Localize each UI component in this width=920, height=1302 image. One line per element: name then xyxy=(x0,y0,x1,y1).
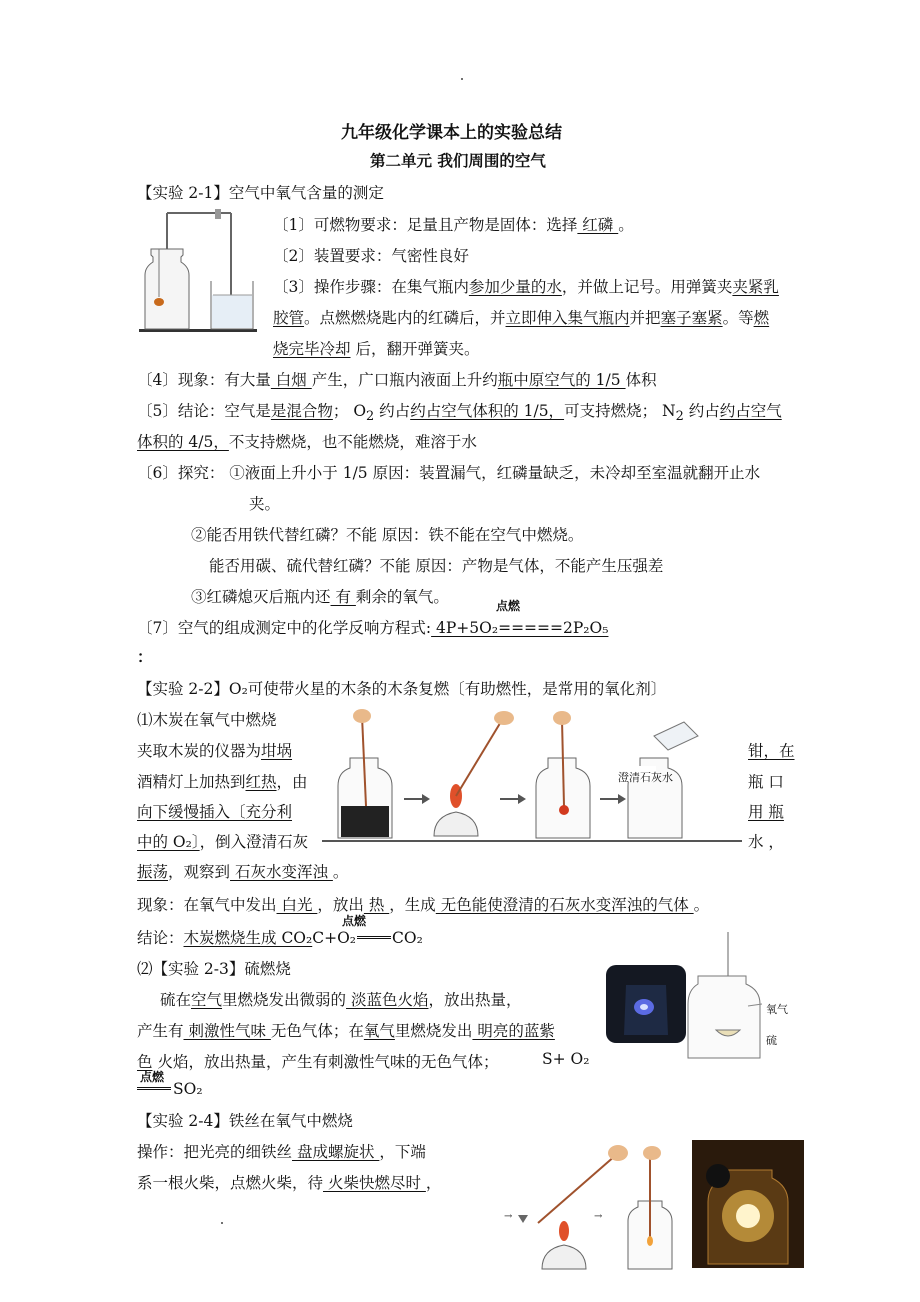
svg-text:→: → xyxy=(504,1211,513,1222)
exp23-text2: 产生有 刺激性气味 无色气体；在氧气里燃烧发出 明亮的蓝紫 xyxy=(137,1022,555,1040)
exp21-equation: 〔7〕空气的组成测定中的化学反响方程式: 4P+5O₂=====2P₂O₅ xyxy=(137,619,609,637)
svg-text:→: → xyxy=(594,1211,603,1222)
exp23-text3: 色 火焰，放出热量，产生有刺激性气味的无色气体； xyxy=(137,1053,499,1071)
unit-title: 第二单元 我们周围的空气 xyxy=(370,152,546,170)
exp21-heading: 【实验 2-1】空气中氧气含量的测定 xyxy=(137,184,384,202)
exp21-phenomenon: 〔4〕现象：有大量 白烟 产生，广口瓶内液面上升约瓶中原空气的 1/5 体积 xyxy=(137,371,657,389)
exp21-explore-3: ③红磷熄灭后瓶内还 有 剩余的氧气。 xyxy=(191,588,449,606)
exp21-item1: 〔1〕可燃物要求：足量且产物是固体：选择 红磷 。 xyxy=(273,216,634,234)
exp22-right1: 钳，在 xyxy=(748,742,795,760)
exp21-item3-line2: 胶管。点燃燃烧匙内的红磷后，并立即伸入集气瓶内并把塞子塞紧。等燃 xyxy=(273,309,770,327)
exp23-heading: ⑵【实验 2-3】硫燃烧 xyxy=(137,960,291,978)
exp22-text3: 向下缓慢插入〔充分利 xyxy=(137,803,293,821)
exp21-explore-2b: 能否用碳、硫代替红磷？不能 原因：产物是气体，不能产生压强差 xyxy=(209,557,664,575)
exp21-conclusion-line2: 体积的 4/5，不支持燃烧，也不能燃烧，难溶于水 xyxy=(137,433,477,451)
exp22-sub1: ⑴木炭在氧气中燃烧 xyxy=(137,711,277,729)
limewater-label: 澄清石灰水 xyxy=(618,771,673,784)
exp22-right2: 瓶 口 xyxy=(748,773,784,791)
exp23-equation-right: SO₂ xyxy=(137,1080,203,1098)
exp22-right4: 水 ， xyxy=(748,833,784,851)
exp21-explore-1-cont: 夹。 xyxy=(249,495,281,513)
exp21-explore-1: 〔6〕探究： ①液面上升小于 1/5 原因：装置漏气，红磷量缺乏，未冷却至室温就翻开止水 xyxy=(137,464,761,482)
page-title: 九年级化学课本上的实验总结 xyxy=(341,123,562,143)
exp24-heading: 【实验 2-4】铁丝在氧气中燃烧 xyxy=(137,1112,353,1130)
exp21-item2: 〔2〕装置要求：气密性良好 xyxy=(273,247,469,265)
equation-condition-ignite: 点燃 xyxy=(496,599,521,613)
exp21-explore-2: ②能否用铁代替红磷？不能 原因：铁不能在空气中燃烧。 xyxy=(191,526,584,544)
exp22-text1: 夹取木炭的仪器为坩埚 xyxy=(137,742,293,760)
exp21-colon: ： xyxy=(137,647,153,666)
exp24-burning-photo xyxy=(692,1140,804,1268)
exp23-text1: 硫在空气里燃烧发出微弱的 淡蓝色火焰，放出热量， xyxy=(160,991,522,1009)
exp21-item3-line3: 烧完毕冷却 后，翻开弹簧夹。 xyxy=(273,340,480,358)
exp24-text1: 操作：把光亮的细铁丝 盘成螺旋状 ，下端 xyxy=(137,1143,426,1161)
exp22-charcoal-figure xyxy=(322,706,742,846)
exp22-text4: 中的 O₂〕，倒入澄清石灰 xyxy=(137,833,309,851)
exp21-item3-line1: 〔3〕操作步骤：在集气瓶内参加少量的水，并做上记号。用弹簧夹夹紧乳 xyxy=(273,278,779,296)
exp22-conclusion: 结论：木炭燃烧生成 CO₂C+O₂ CO₂ xyxy=(137,929,423,947)
exp23-equation-left: S+ O₂ xyxy=(542,1050,590,1068)
exp22-text2: 酒精灯上加热到红热，由 xyxy=(137,773,308,791)
exp22-phenomenon: 现象：在氧气中发出 白光 ，放出 热 ，生成 无色能使澄清的石灰水变浑浊的气体 。 xyxy=(137,896,710,914)
equation-condition-ignite: 点燃 xyxy=(342,914,367,928)
equation-condition-ignite: 点燃 xyxy=(140,1070,165,1084)
exp23-sulfur-photo xyxy=(606,965,686,1043)
exp24-text2: 系一根火柴，点燃火柴，待 火柴快燃尽时 ， xyxy=(137,1174,442,1192)
exp21-conclusion-line1: 〔5〕结论：空气是是混合物； $O_2$ 约占约占空气体积的 1/5，可支持燃烧； $N_2$ 约占约占空气 xyxy=(137,402,782,425)
exp22-heading: 【实验 2-2】O₂可使带火星的木条的木条复燃〔有助燃性，是常用的氧化剂〕 xyxy=(137,680,667,698)
exp22-right3: 用 瓶 xyxy=(748,803,784,821)
exp24-iron-wire-figure xyxy=(482,1137,680,1275)
exp22-text5: 振荡，观察到 石灰水变浑浊 。 xyxy=(137,863,349,881)
page-mark-dot xyxy=(461,78,463,80)
exp21-apparatus-figure xyxy=(137,207,259,337)
page-mark-dot xyxy=(221,1222,223,1224)
oxygen-label: 氧气 xyxy=(766,1003,788,1016)
sulfur-label: 硫 xyxy=(766,1034,777,1047)
